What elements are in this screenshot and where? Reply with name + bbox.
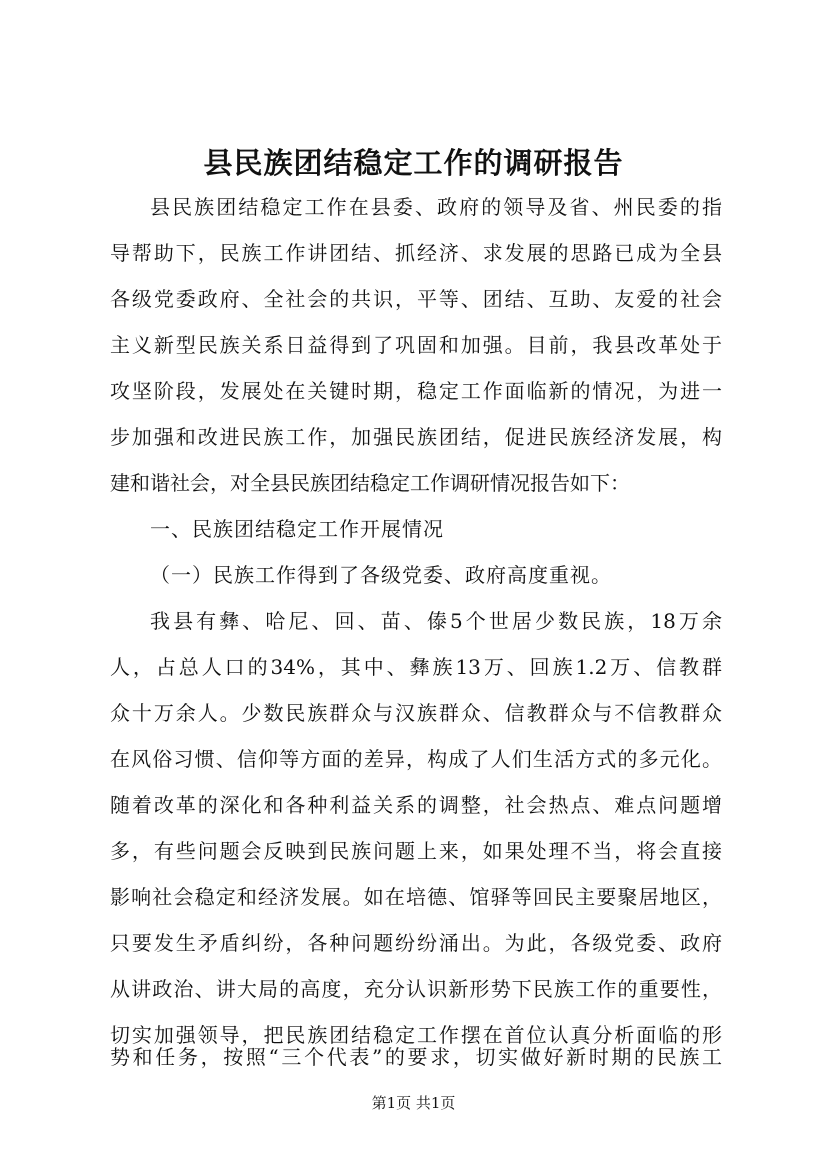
paragraph-line: 人，占总人口的34%，其中、彝族13万、回族1.2万、信教群	[110, 655, 722, 679]
paragraph-line: 步加强和改进民族工作，加强民族团结，促进民族经济发展，构	[110, 425, 722, 449]
paragraph-line: 随着改革的深化和各种利益关系的调整，社会热点、难点问题增	[110, 793, 722, 817]
paragraph-line: 从讲政治、讲大局的高度，充分认识新形势下民族工作的重要性，	[110, 977, 722, 1001]
paragraph-line: 县民族团结稳定工作在县委、政府的领导及省、州民委的指	[150, 195, 722, 219]
paragraph-line: 势和任务，按照“三个代表”的要求，切实做好新时期的民族工	[110, 1045, 722, 1069]
paragraph-line: 建和谐社会，对全县民族团结稳定工作调研情况报告如下：	[110, 471, 630, 495]
paragraph-line: 我县有彝、哈尼、回、苗、傣5个世居少数民族，18万余	[150, 609, 722, 633]
paragraph-line: 众十万余人。少数民族群众与汉族群众、信教群众与不信教群众	[110, 701, 722, 725]
section-heading: 一、民族团结稳定工作开展情况	[150, 517, 444, 541]
subsection-heading: （一）民族工作得到了各级党委、政府高度重视。	[150, 563, 612, 587]
page-footer: 第1页 共1页	[371, 1094, 456, 1112]
paragraph-line: 在风俗习惯、信仰等方面的差异，构成了人们生活方式的多元化。	[110, 747, 722, 771]
paragraph-line: 只要发生矛盾纠纷，各种问题纷纷涌出。为此，各级党委、政府	[110, 931, 722, 955]
document-title: 县民族团结稳定工作的调研报告	[203, 146, 624, 180]
paragraph-line: 攻坚阶段，发展处在关键时期，稳定工作面临新的情况，为进一	[110, 379, 722, 403]
paragraph-line: 影响社会稳定和经济发展。如在培德、馆驿等回民主要聚居地区，	[110, 885, 722, 909]
paragraph-line: 主义新型民族关系日益得到了巩固和加强。目前，我县改革处于	[110, 333, 722, 357]
paragraph-line: 多，有些问题会反映到民族问题上来，如果处理不当，将会直接	[110, 839, 722, 863]
paragraph-line: 切实加强领导，把民族团结稳定工作摆在首位认真分析面临的形	[110, 1023, 722, 1047]
paragraph-line: 各级党委政府、全社会的共识，平等、团结、互助、友爱的社会	[110, 287, 722, 311]
paragraph-line: 导帮助下，民族工作讲团结、抓经济、求发展的思路已成为全县	[110, 241, 722, 265]
